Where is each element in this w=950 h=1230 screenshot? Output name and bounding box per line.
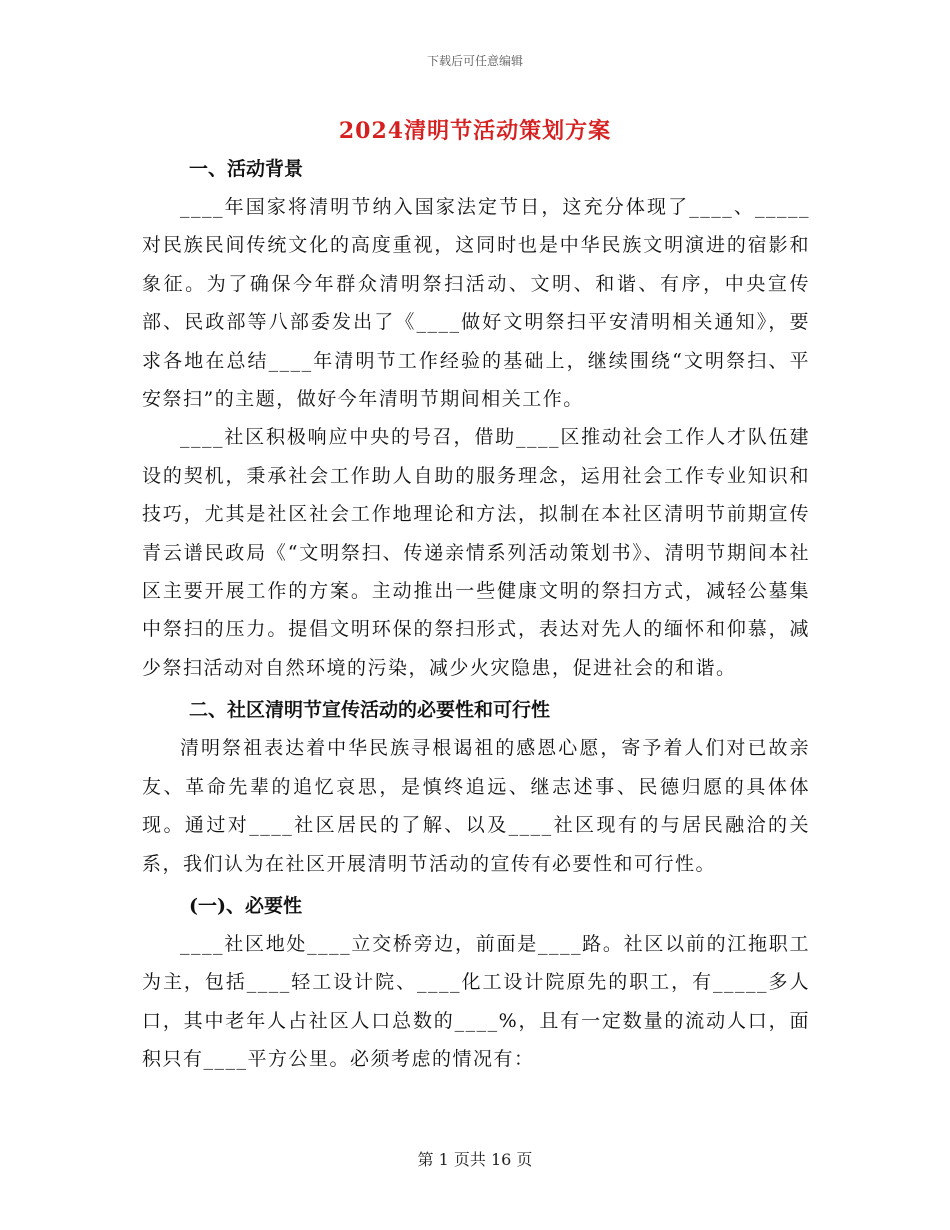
paragraph: ____年国家将清明节纳入国家法定节日，这充分体现了____、_____对民族民间传统文化的高度重视，这同时也是中华民族文明演进的宿影和象征。为了确保今年群众清明祭扫活动、文明、和谐、有序，中央宣传部、民政部等八部委发出了《____做好文明祭扫平安清明相关通知》，要求各地在总结____年清明节工作经验的基础上，继续围绕“文明祭扫、平安祭扫”的主题，做好今年清明节期间相关工作。 <box>142 196 810 411</box>
subsection-heading-necessity: (一)、必要性 <box>189 894 302 917</box>
paragraph: ____社区积极响应中央的号召，借助____区推动社会工作人才队伍建设的契机，秉承社会工作助人自助的服务理念，运用社会工作专业知识和技巧，尤其是社区社会工作地理论和方法，拟制在本社区清明节前期宣传青云谱民政局《“文明祭扫、传递亲情系列活动策划书》、清明节期间本社区主要开展工作的方案。主动推出一些健康文明的祭扫方式，减轻公墓集中祭扫的压力。提倡文明环保的祭扫形式，表达对先人的缅怀和仰慕，减少祭扫活动对自然环境的污染，减少火灾隐患，促进社会的和谐。 <box>142 426 810 679</box>
document-body <box>142 146 810 1079</box>
paragraph: 清明祭祖表达着中华民族寻根谒祖的感恩心愿，寄予着人们对已故亲友、革命先辈的追忆哀思，是慎终追远、继志述事、民德归愿的具体体现。通过对____社区居民的了解、以及____社区现有的与居民融洽的关系，我们认为在社区开展清明节活动的宣传有必要性和可行性。 <box>142 737 810 875</box>
paragraph: ____社区地处____立交桥旁边，前面是____路。社区以前的江拖职工为主，包括____轻工设计院、____化工设计院原先的职工，有_____多人口，其中老年人占社区人口总数的____%，且有一定数量的流动人口，面积只有____平方公里。必须考虑的情况有： <box>142 932 810 1071</box>
section-heading-necessity-feasibility: 二、社区清明节宣传活动的必要性和可行性 <box>189 699 551 722</box>
section-heading-background: 一、活动背景 <box>189 158 304 180</box>
page-header-note: 下载后可任意编辑 <box>426 54 523 68</box>
page-number: 第 1 页共 16 页 <box>417 1150 533 1169</box>
document-title: 2024清明节活动策划方案 <box>338 118 612 144</box>
